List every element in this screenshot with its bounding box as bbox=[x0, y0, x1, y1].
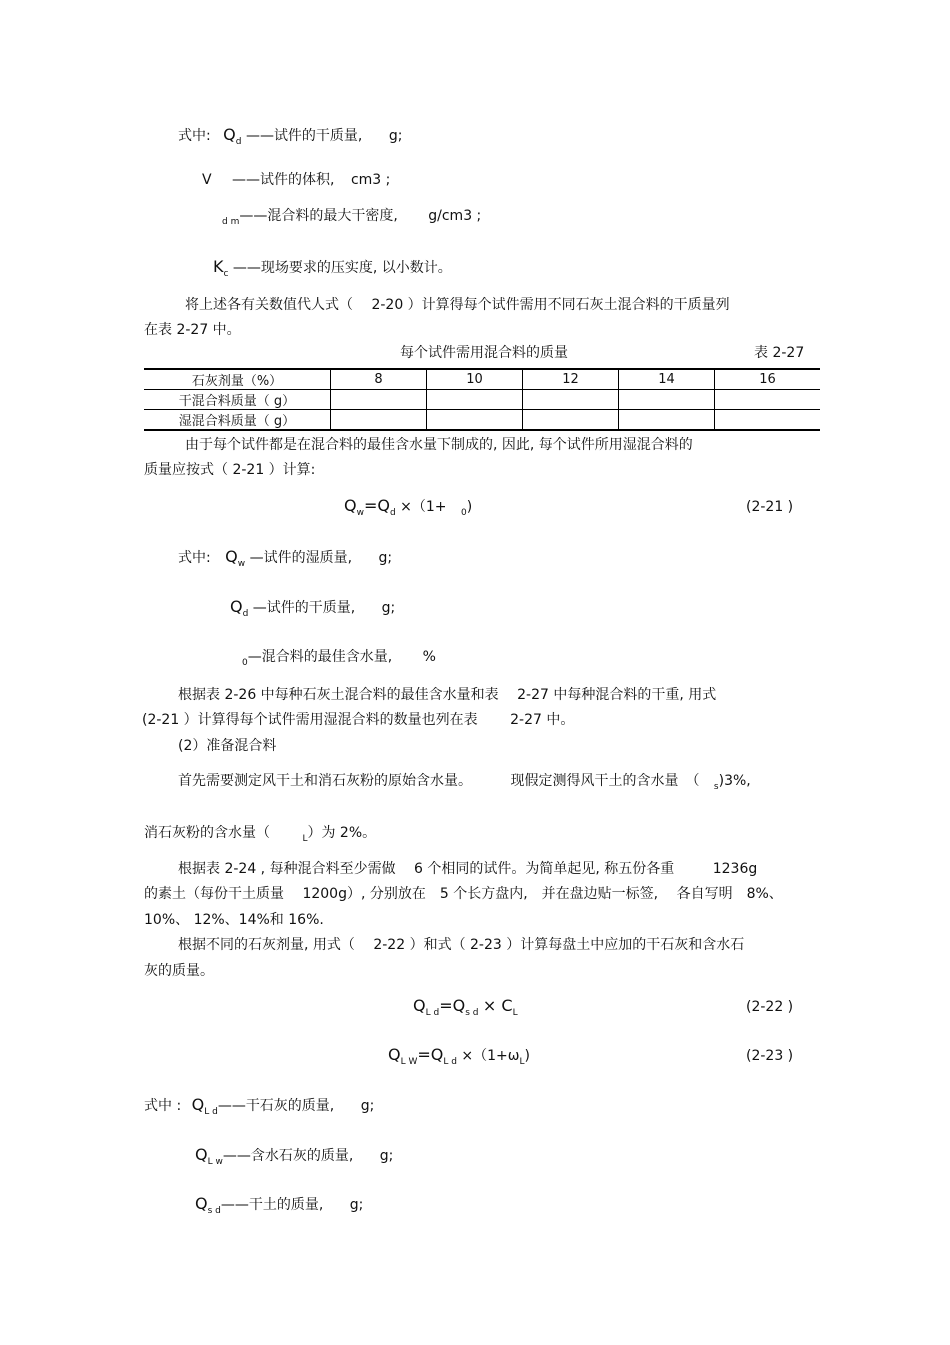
def-qw-line bbox=[178, 548, 392, 573]
text-run: )3%, bbox=[718, 773, 751, 789]
table-cell bbox=[715, 390, 821, 410]
table-cell bbox=[715, 410, 821, 431]
eq-mid: =Q bbox=[439, 996, 466, 1015]
paragraph-line: 将上述各有关数值代人式（ 2-20 ）计算得每个试件需用不同石灰土混合料的干质量列 bbox=[185, 297, 730, 313]
def-unit: g; bbox=[381, 600, 396, 616]
text-run: ）为 2%。 bbox=[307, 825, 377, 841]
def-prefix: 式中: bbox=[178, 128, 211, 144]
def-desc: —混合料的最佳含水量, bbox=[247, 649, 393, 665]
def-qlw-line bbox=[195, 1146, 393, 1171]
def-prefix: 式中 : bbox=[144, 1098, 182, 1114]
subscript: d bbox=[235, 137, 242, 147]
subscript: d bbox=[389, 508, 396, 518]
table-cell bbox=[523, 410, 619, 431]
def-rho-line bbox=[222, 207, 481, 231]
equation-number: (2-21 ) bbox=[746, 499, 794, 515]
text-run: 根据表 2-24 , 每种混合料至少需做 6 个相同的试件。为简单起见, 称五份各重 bbox=[178, 861, 675, 877]
subscript: w bbox=[356, 508, 364, 518]
symbol: Q bbox=[230, 597, 243, 616]
def-qd2-line bbox=[230, 598, 395, 623]
paragraph-line: 在表 2-27 中。 bbox=[144, 322, 241, 338]
subscript: L d bbox=[204, 1107, 218, 1117]
subscript: L d bbox=[443, 1057, 457, 1067]
paragraph-line: 质量应按式（ 2-21 ）计算: bbox=[144, 462, 316, 478]
def-kc-line bbox=[213, 258, 452, 283]
eq-lhs: Q bbox=[388, 1045, 401, 1064]
text-run: 1236g bbox=[712, 861, 758, 877]
def-desc: ——现场要求的压实度, 以小数计。 bbox=[232, 260, 452, 276]
paragraph-line: 灰的质量。 bbox=[144, 963, 214, 979]
def-unit: g; bbox=[388, 128, 403, 144]
table-cell bbox=[331, 410, 427, 431]
table-cell bbox=[427, 390, 523, 410]
def-unit: cm3 ; bbox=[350, 172, 391, 188]
subscript: d m bbox=[222, 217, 240, 227]
def-unit: % bbox=[422, 649, 436, 665]
def-desc: ——含水石灰的质量, bbox=[222, 1148, 354, 1164]
paragraph-line: 根据表 2-26 中每种石灰土混合料的最佳含水量和表 2-27 中每种混合料的干重, 用式 bbox=[178, 687, 717, 703]
symbol: Q bbox=[195, 1194, 208, 1213]
paragraph-line: 的素土（每份干土质量 1200g）, 分别放在 5 个长方盘内, 并在盘边贴一标签, 各自写明 8%、 bbox=[144, 886, 783, 902]
def-unit: g/cm3 ; bbox=[428, 208, 482, 224]
header-cell: 12 bbox=[523, 369, 619, 390]
eq-rest: ×（1+ bbox=[400, 499, 447, 515]
subscript: s d bbox=[207, 1206, 221, 1216]
def-desc: ——试件的体积, bbox=[232, 172, 335, 188]
table-number: 表 2-27 bbox=[754, 345, 805, 361]
subscript: s d bbox=[465, 1008, 479, 1018]
def-prefix: 式中: bbox=[178, 550, 211, 566]
table-caption: 每个试件需用混合料的质量 bbox=[400, 345, 568, 361]
subscript: d bbox=[242, 609, 249, 619]
eq-close: ) bbox=[466, 499, 473, 515]
eq-mid: =Q bbox=[417, 1045, 444, 1064]
def-unit: g; bbox=[378, 550, 393, 566]
eq-close: ) bbox=[524, 1048, 530, 1064]
def-qsd-line bbox=[195, 1195, 363, 1220]
row-label: 湿混合料质量（ g） bbox=[144, 410, 331, 431]
equation-number: (2-22 ) bbox=[746, 999, 794, 1015]
def-desc: ——试件的干质量, bbox=[245, 128, 363, 144]
section-title: (2）准备混合料 bbox=[178, 738, 277, 754]
subscript: L bbox=[302, 834, 308, 844]
equation-2-21 bbox=[344, 497, 472, 522]
symbol: Q bbox=[191, 1095, 205, 1114]
header-cell: 8 bbox=[331, 369, 427, 390]
paragraph-line: 由于每个试件都是在混合料的最佳含水量下制成的, 因此, 每个试件所用湿混合料的 bbox=[185, 437, 693, 453]
def-desc: —试件的干质量, bbox=[252, 600, 356, 616]
text-run: 现假定测得风干土的含水量 （ bbox=[510, 773, 700, 789]
subscript: s bbox=[713, 782, 719, 792]
subscript: c bbox=[223, 269, 229, 279]
symbol: K bbox=[213, 257, 224, 276]
table-cell bbox=[619, 390, 715, 410]
eq-lhs: Q bbox=[344, 496, 357, 515]
def-qld-line bbox=[144, 1096, 374, 1121]
paragraph-line bbox=[178, 772, 751, 796]
table-cell bbox=[331, 390, 427, 410]
table-cell bbox=[619, 410, 715, 431]
symbol: Q bbox=[223, 125, 236, 144]
subscript: L d bbox=[425, 1008, 440, 1018]
def-desc: ——干土的质量, bbox=[220, 1197, 324, 1213]
paragraph-line: 10%、 12%、14%和 16%. bbox=[144, 912, 324, 928]
eq-mid: =Q bbox=[363, 496, 390, 515]
subscript: L bbox=[519, 1057, 525, 1067]
table-cell bbox=[427, 410, 523, 431]
subscript: L w bbox=[207, 1157, 223, 1167]
header-cell: 16 bbox=[715, 369, 821, 390]
def-unit: g; bbox=[379, 1148, 394, 1164]
paragraph-line: 根据不同的石灰剂量, 用式（ 2-22 ）和式（ 2-23 ）计算每盘土中应加的干石灰和含水石 bbox=[178, 937, 745, 953]
def-w0-line bbox=[242, 648, 436, 672]
paragraph-line: (2-21 ）计算得每个试件需用湿混合料的数量也列在表 2-27 中。 bbox=[142, 712, 575, 728]
equation-2-23 bbox=[388, 1046, 530, 1071]
def-unit: g; bbox=[349, 1197, 364, 1213]
def-desc: ——干石灰的质量, bbox=[217, 1098, 335, 1114]
table-row bbox=[144, 410, 820, 431]
subscript: w bbox=[237, 559, 246, 569]
def-desc: ——混合料的最大干密度, bbox=[239, 208, 398, 224]
symbol: V bbox=[202, 172, 212, 188]
text-run: 消石灰粉的含水量（ bbox=[144, 825, 270, 841]
header-label: 石灰剂量（%） bbox=[144, 369, 331, 390]
mix-mass-table bbox=[144, 368, 820, 431]
eq-rest: × C bbox=[482, 996, 513, 1015]
def-qd-line bbox=[178, 126, 402, 151]
subscript: 0 bbox=[460, 508, 467, 518]
subscript: L W bbox=[400, 1057, 418, 1067]
subscript: 0 bbox=[242, 658, 248, 668]
paragraph-line bbox=[144, 824, 376, 848]
paragraph-line bbox=[178, 860, 757, 878]
symbol: Q bbox=[225, 547, 238, 566]
eq-rest: ×（1+ω bbox=[461, 1048, 520, 1064]
table-header-row bbox=[144, 369, 820, 390]
def-v-line bbox=[202, 171, 390, 189]
eq-lhs: Q bbox=[413, 996, 426, 1015]
table-cell bbox=[523, 390, 619, 410]
def-unit: g; bbox=[360, 1098, 375, 1114]
row-label: 干混合料质量（ g） bbox=[144, 390, 331, 410]
def-desc: —试件的湿质量, bbox=[249, 550, 353, 566]
header-cell: 14 bbox=[619, 369, 715, 390]
symbol: Q bbox=[195, 1145, 208, 1164]
text-run: 首先需要测定风干土和消石灰粉的原始含水量。 bbox=[178, 773, 472, 789]
table-row bbox=[144, 390, 820, 410]
equation-2-22 bbox=[413, 997, 518, 1022]
header-cell: 10 bbox=[427, 369, 523, 390]
subscript: L bbox=[512, 1008, 518, 1018]
equation-number: (2-23 ) bbox=[746, 1048, 794, 1064]
